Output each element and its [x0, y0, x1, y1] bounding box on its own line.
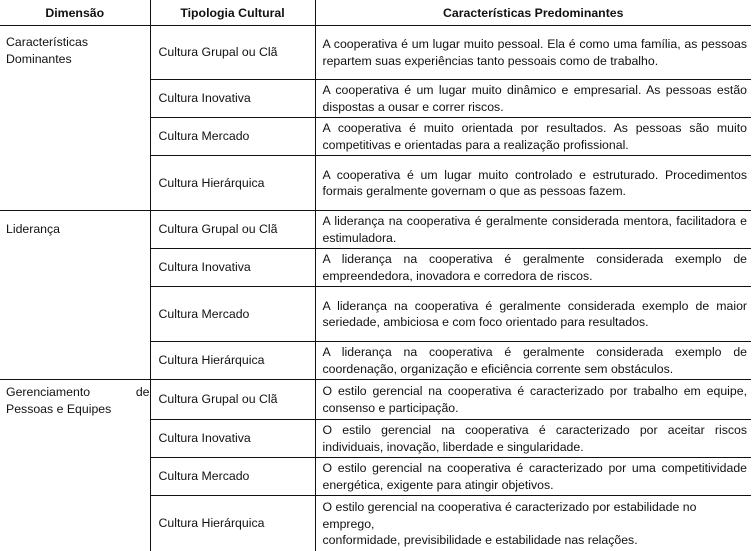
- header-dimension: Dimensão: [0, 0, 150, 26]
- description-cell: A cooperativa é um lugar muito controlado e estruturado. Procedimentos formais geralmente governam o que as pessoas fazem.: [315, 156, 751, 211]
- description-cell: O estilo gerencial na cooperativa é caracterizado por uma competitividade energética, exigente para atingir objetivos.: [315, 458, 751, 496]
- description-line: O estilo gerencial na cooperativa é caracterizado por estabilidade no: [322, 500, 697, 514]
- description-cell: A cooperativa é um lugar muito dinâmico e empresarial. As pessoas estão dispostas a ousar e correr riscos.: [315, 80, 751, 118]
- typology-cell: Cultura Inovativa: [150, 420, 315, 458]
- typology-cell: Cultura Mercado: [150, 458, 315, 496]
- typology-cell: Cultura Mercado: [150, 287, 315, 342]
- typology-cell: Cultura Inovativa: [150, 249, 315, 287]
- typology-cell: Cultura Grupal ou Clã: [150, 211, 315, 249]
- table-row: [0, 26, 751, 80]
- typology-cell: Cultura Hierárquica: [150, 156, 315, 211]
- description-cell: O estilo gerencial na cooperativa é caracterizado por trabalho em equipe, consenso e participação.: [315, 380, 751, 420]
- table-row: [0, 380, 751, 420]
- description-cell: O estilo gerencial na cooperativa é caracterizado por aceitar riscos individuais, inovação, liberdade e singularidade.: [315, 420, 751, 458]
- typology-cell: Cultura Inovativa: [150, 80, 315, 118]
- description-cell: A cooperativa é muito orientada por resultados. As pessoas são muito competitivas e orientadas para a realização profissional.: [315, 118, 751, 156]
- dimension-cell: Liderança: [0, 211, 150, 380]
- dimension-line: Pessoas e Equipes: [6, 401, 112, 416]
- description-cell: [315, 496, 751, 551]
- dimension-cell: [0, 380, 150, 551]
- description-cell: A cooperativa é um lugar muito pessoal. Ela é como uma família, as pessoas repartem suas experiências tanto pessoais como de trabalho.: [315, 26, 751, 80]
- header-typology: Tipologia Cultural: [150, 0, 315, 26]
- description-cell: A liderança na cooperativa é geralmente considerada exemplo de coordenação, organização e eficiência corrente sem obstáculos.: [315, 342, 751, 380]
- typology-cell: Cultura Grupal ou Clã: [150, 380, 315, 420]
- typology-cell: Cultura Mercado: [150, 118, 315, 156]
- description-line: emprego,: [322, 516, 375, 531]
- dimension-cell: Características Dominantes: [0, 26, 150, 211]
- description-cell: A liderança na cooperativa é geralmente considerada mentora, facilitadora e estimuladora.: [315, 211, 751, 249]
- description-cell: A liderança na cooperativa é geralmente considerada exemplo de maior seriedade, ambiciosa e com foco orientado para resultados.: [315, 287, 751, 342]
- description-cell: A liderança na cooperativa é geralmente considerada exemplo de empreendedora, inovadora e corredora de riscos.: [315, 249, 751, 287]
- dimension-line: Gerenciamento de: [6, 385, 150, 399]
- typology-cell: Cultura Grupal ou Clã: [150, 26, 315, 80]
- header-row: [0, 0, 751, 26]
- description-line: conformidade, previsibilidade e estabilidade nas relações.: [322, 533, 638, 547]
- typology-cell: Cultura Hierárquica: [150, 342, 315, 380]
- table-row: [0, 211, 751, 249]
- typology-cell: Cultura Hierárquica: [150, 496, 315, 551]
- header-characteristics: Características Predominantes: [315, 0, 751, 26]
